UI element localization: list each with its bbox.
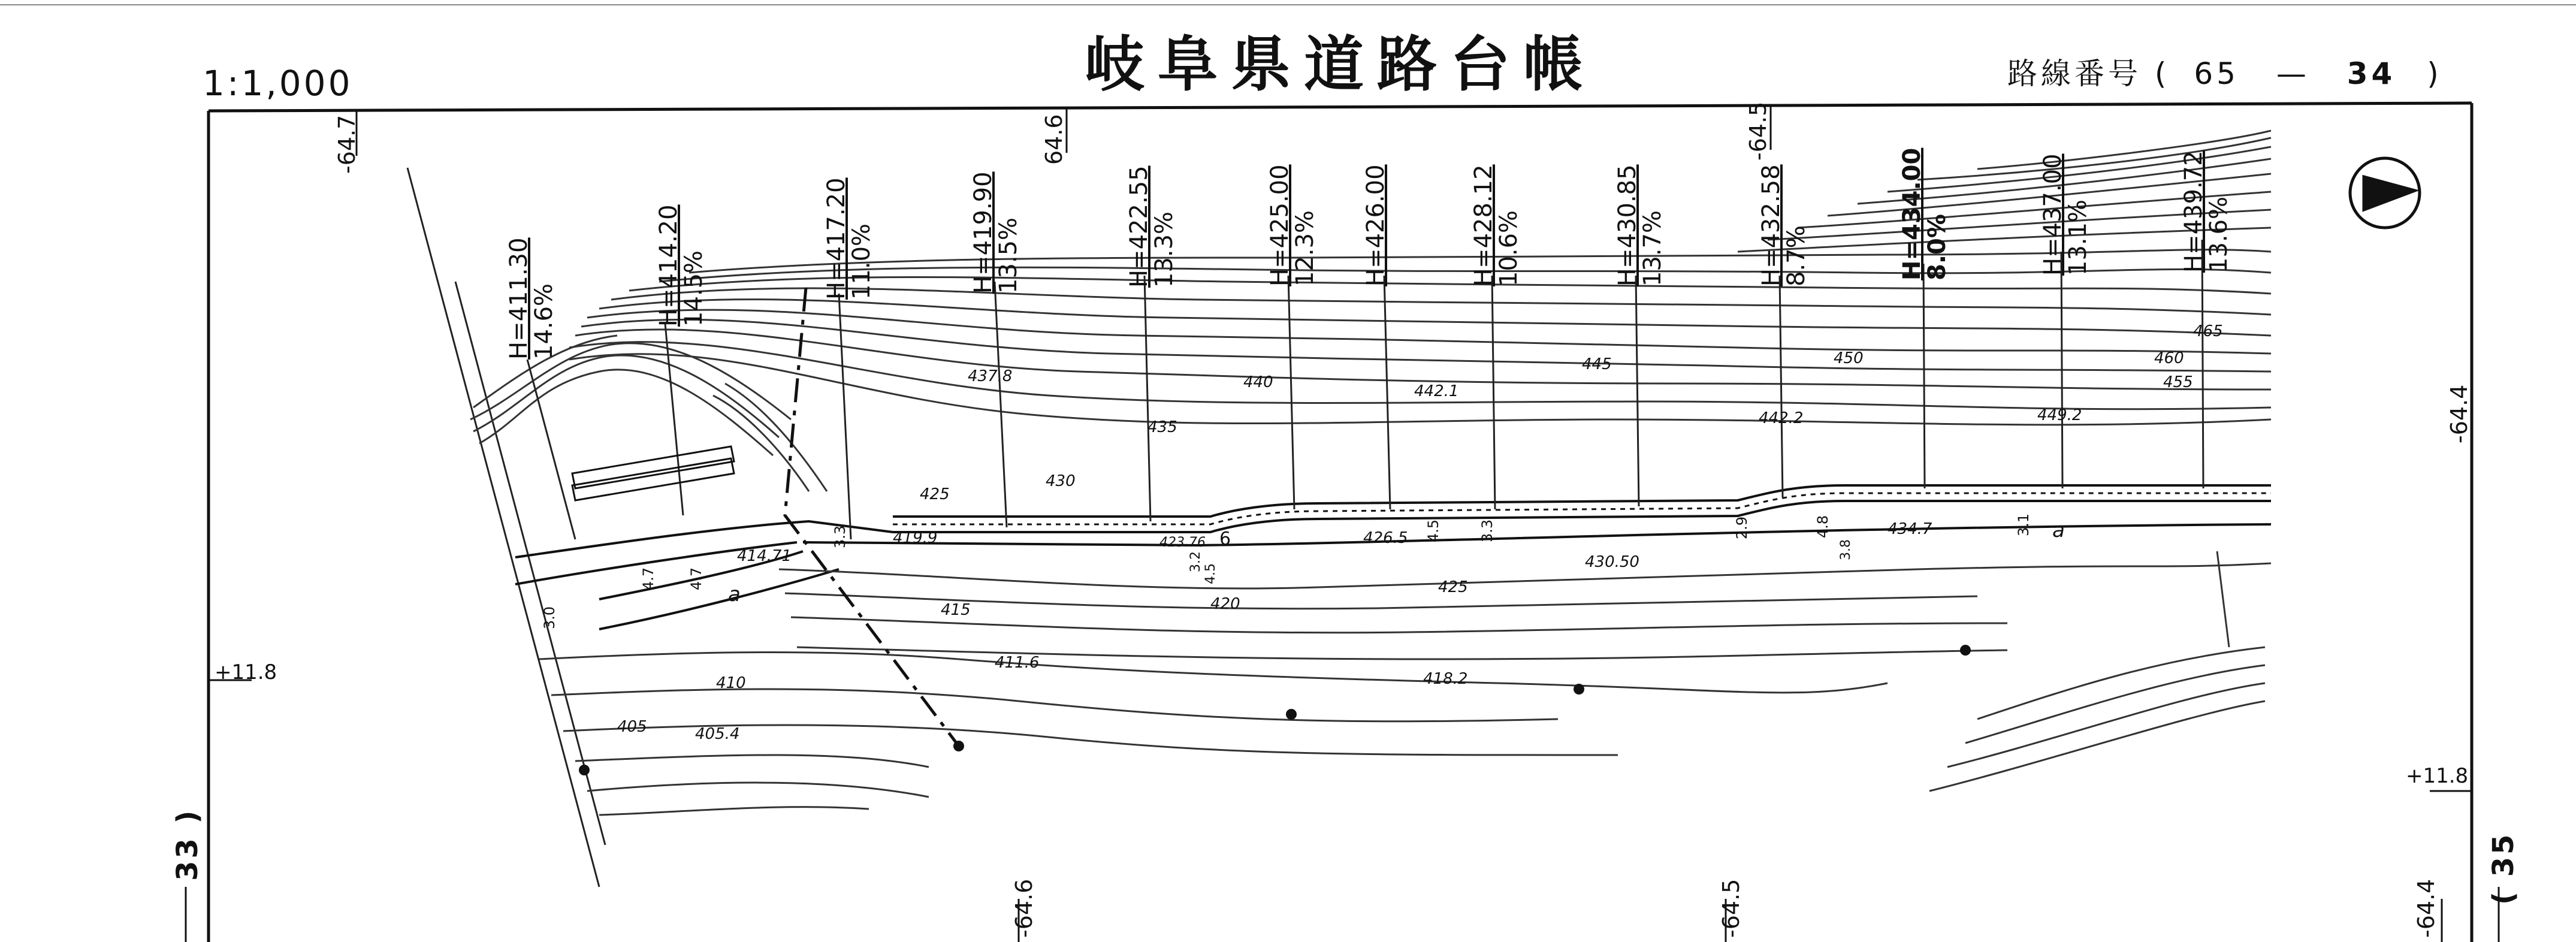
contour-label: 434.7 [1888,520,1932,538]
station-gradient: 14.6% [530,283,558,360]
route-number-b: 34 [2347,56,2396,91]
contour-label: 405 [617,718,647,736]
route-open-paren: ( [2154,56,2170,91]
station-gradient: 13.6% [2205,196,2233,273]
road-width-label: 4.5 [1425,519,1442,542]
route-dash: — [2276,56,2310,91]
station-label [1127,165,1177,288]
station-gradient: 13.3% [1150,211,1178,288]
station-height: H=439.72 [2180,150,2207,273]
road-width-label: 3.3 [1479,519,1496,542]
station-gradient: 10.6% [1495,210,1523,286]
station-gradient: 12.3% [1291,210,1319,286]
road-width-label: 4.8 [1814,515,1831,538]
station-gradient: 11.0% [848,223,875,300]
grid-bottom-label: -64.4 [2413,878,2439,938]
station-label [656,204,706,327]
road-width-label: 3.0 [541,606,558,629]
contour-label: 420 [1210,595,1240,613]
station-height: H=434.00 [1898,147,1926,280]
route-close-paren: ) [2427,56,2442,91]
grid-top-label: 64.6 [1041,114,1067,165]
grid-bottom-label: -64.6 [1011,878,1037,938]
station-label [971,171,1021,294]
station-height: H=430.85 [1614,164,1641,286]
contour-label: 435 [1147,418,1177,436]
station-height: H=428.12 [1470,164,1497,286]
contour-label: 430.50 [1585,553,1639,571]
station-gradient: 14.5% [680,250,708,327]
contour-label: 437.8 [968,367,1013,385]
contour-label: 418.2 [1423,670,1468,688]
station-height: H=419.90 [970,171,997,294]
station-label [1615,164,1665,286]
road-width-label: 3.8 [1838,539,1853,560]
road-width-label: 4.7 [688,567,705,590]
road-width-label: 3.1 [2015,513,2032,536]
route-number-a: 65 [2194,56,2239,91]
station-height: H=417.20 [823,177,850,300]
contour-label: 423.76 [1159,535,1206,550]
contour-lines-right-hill [1929,551,2265,791]
contour-label: 414.71 [737,547,792,565]
road-marker: a [728,582,741,606]
route-number-caption: 路線番号 [2007,56,2142,91]
contour-label: 440 [1243,373,1273,391]
contour-label: 449.2 [2037,406,2082,424]
contour-label: 442.2 [1759,409,1804,427]
map-title: 岐阜県道路台帳 [1085,29,1596,99]
road-width-label: 3.3 [832,525,848,548]
road-width-label: 3.2 [1188,551,1203,572]
contour-label: 445 [1582,355,1612,373]
retaining-wall-block [572,446,734,500]
station-height: H=437.00 [2039,153,2067,276]
station-gradient: 13.1% [2064,199,2092,276]
road-station-number: 6 [1219,529,1231,550]
adjacent-sheet-right: ( 35 [2487,832,2520,905]
road-width-label: 4.5 [1203,563,1218,584]
road-width-label: 4.7 [640,567,657,590]
grid-ticks [210,105,2472,942]
station-gradient: 13.7% [1639,210,1666,286]
grid-top-label: -64.5 [1745,101,1771,161]
scale-label: 1:1,000 [203,63,353,104]
contour-lines-lower [539,563,2271,815]
station-height: H=411.30 [505,237,533,360]
contour-label: 455 [2163,373,2193,391]
station-label [1267,164,1318,286]
station-gradient: 8.7% [1783,225,1810,286]
grid-top-label: -64.7 [334,114,360,174]
road-width-label: 2.9 [1734,516,1750,539]
station-label [824,177,874,300]
grid-right-label: -64.4 [2446,384,2472,443]
contour-label: 442.1 [1414,382,1459,400]
contour-label: 411.6 [995,654,1040,672]
contour-label: 426.5 [1363,529,1408,547]
station-height: H=426.00 [1362,164,1390,286]
station-height: H=432.58 [1757,164,1785,286]
road-marker: a [2052,518,2065,542]
contour-label: 460 [2154,349,2184,367]
grid-bottom-label: -64.5 [1718,878,1744,938]
adjacent-sheet-left: 33 ) [171,808,204,881]
contour-label: 465 [2193,322,2223,340]
contour-label: 405.4 [695,725,740,743]
contour-label: 415 [941,601,971,619]
station-height: H=422.55 [1125,165,1153,288]
station-height: H=414.20 [655,204,682,327]
route-number-label [2007,56,2442,91]
grid-left-y-label: +11.8 [215,660,277,684]
station-label [1759,164,1809,286]
station-label [2040,153,2091,276]
contour-label: 430 [1046,472,1076,490]
grid-right-y-label: +11.8 [2406,764,2469,788]
station-label [1363,164,1388,286]
contour-label: 425 [920,485,950,503]
station-label [506,237,557,360]
contour-label: 425 [1438,578,1468,596]
station-label [1471,164,1521,286]
contour-label: 450 [1834,349,1864,367]
contour-label: 419.9 [893,529,938,547]
station-label [1899,148,1950,280]
station-gradient: 13.5% [995,217,1022,294]
contour-label: 410 [716,674,746,692]
station-gradient: 8.0% [1923,214,1951,280]
north-arrow-icon [2350,158,2420,228]
station-height: H=425.00 [1266,164,1294,286]
station-label [2181,150,2231,273]
